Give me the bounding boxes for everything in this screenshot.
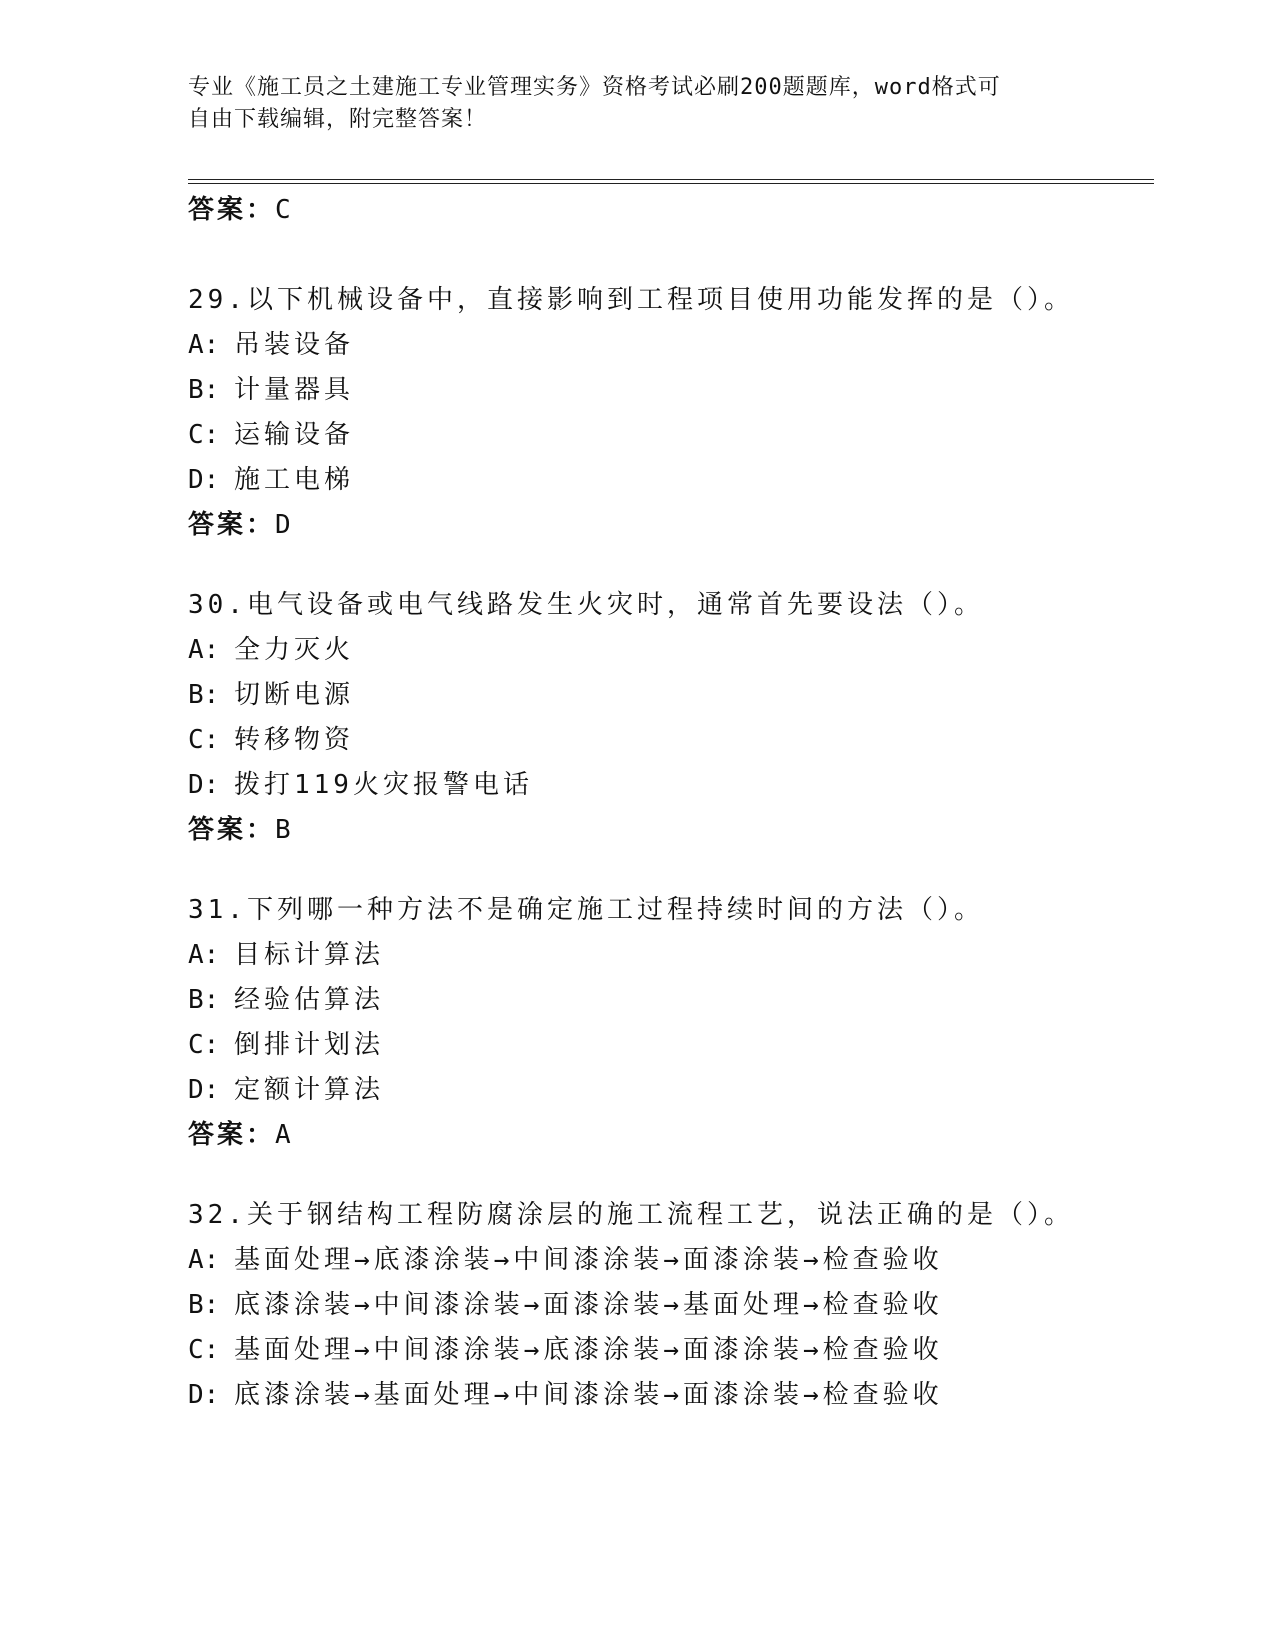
option-a: A: 基面处理→底漆涂装→中间漆涂装→面漆涂装→检查验收 [188, 1245, 943, 1275]
question-stem: 30.电气设备或电气线路发生火灾时，通常首先要设法（）。 [188, 590, 984, 620]
option-d: D: 底漆涂装→基面处理→中间漆涂装→面漆涂装→检查验收 [188, 1380, 943, 1410]
option-b: B: 计量器具 [188, 375, 355, 405]
option-a: A: 目标计算法 [188, 940, 385, 970]
option-c: C: 倒排计划法 [188, 1030, 385, 1060]
question-30 [188, 588, 1188, 847]
header-divider-bottom [188, 183, 1154, 184]
question-stem: 31.下列哪一种方法不是确定施工过程持续时间的方法（）。 [188, 895, 984, 925]
question-stem: 29.以下机械设备中，直接影响到工程项目使用功能发挥的是（）。 [188, 285, 1074, 315]
option-b: B: 切断电源 [188, 680, 355, 710]
option-c: C: 运输设备 [188, 420, 355, 450]
option-b: B: 底漆涂装→中间漆涂装→面漆涂装→基面处理→检查验收 [188, 1290, 943, 1320]
option-c: C: 转移物资 [188, 725, 355, 755]
question-answer: 答案：D [188, 510, 292, 540]
question-29 [188, 283, 1188, 542]
option-a: A: 吊装设备 [188, 330, 355, 360]
question-stem: 32.关于钢结构工程防腐涂层的施工流程工艺，说法正确的是（）。 [188, 1200, 1074, 1230]
option-d: D: 定额计算法 [188, 1075, 385, 1105]
header-line-1: 专业《施工员之土建施工专业管理实务》资格考试必刷200题题库，word格式可 [188, 75, 1001, 100]
question-32 [188, 1198, 1188, 1412]
option-c: C: 基面处理→中间漆涂装→底漆涂装→面漆涂装→检查验收 [188, 1335, 943, 1365]
header-divider-top [188, 179, 1154, 180]
question-answer: 答案：A [188, 1120, 292, 1150]
previous-answer [188, 193, 292, 227]
option-b: B: 经验估算法 [188, 985, 385, 1015]
option-d: D: 拨打119火灾报警电话 [188, 770, 533, 800]
option-d: D: 施工电梯 [188, 465, 355, 495]
answer-label: 答案： [188, 195, 276, 225]
option-a: A: 全力灭火 [188, 635, 355, 665]
question-31 [188, 893, 1188, 1152]
question-answer: 答案：B [188, 815, 292, 845]
header-line-2: 自由下载编辑，附完整答案！ [188, 107, 488, 132]
answer-value: C [275, 195, 292, 225]
page-header [188, 72, 1088, 136]
